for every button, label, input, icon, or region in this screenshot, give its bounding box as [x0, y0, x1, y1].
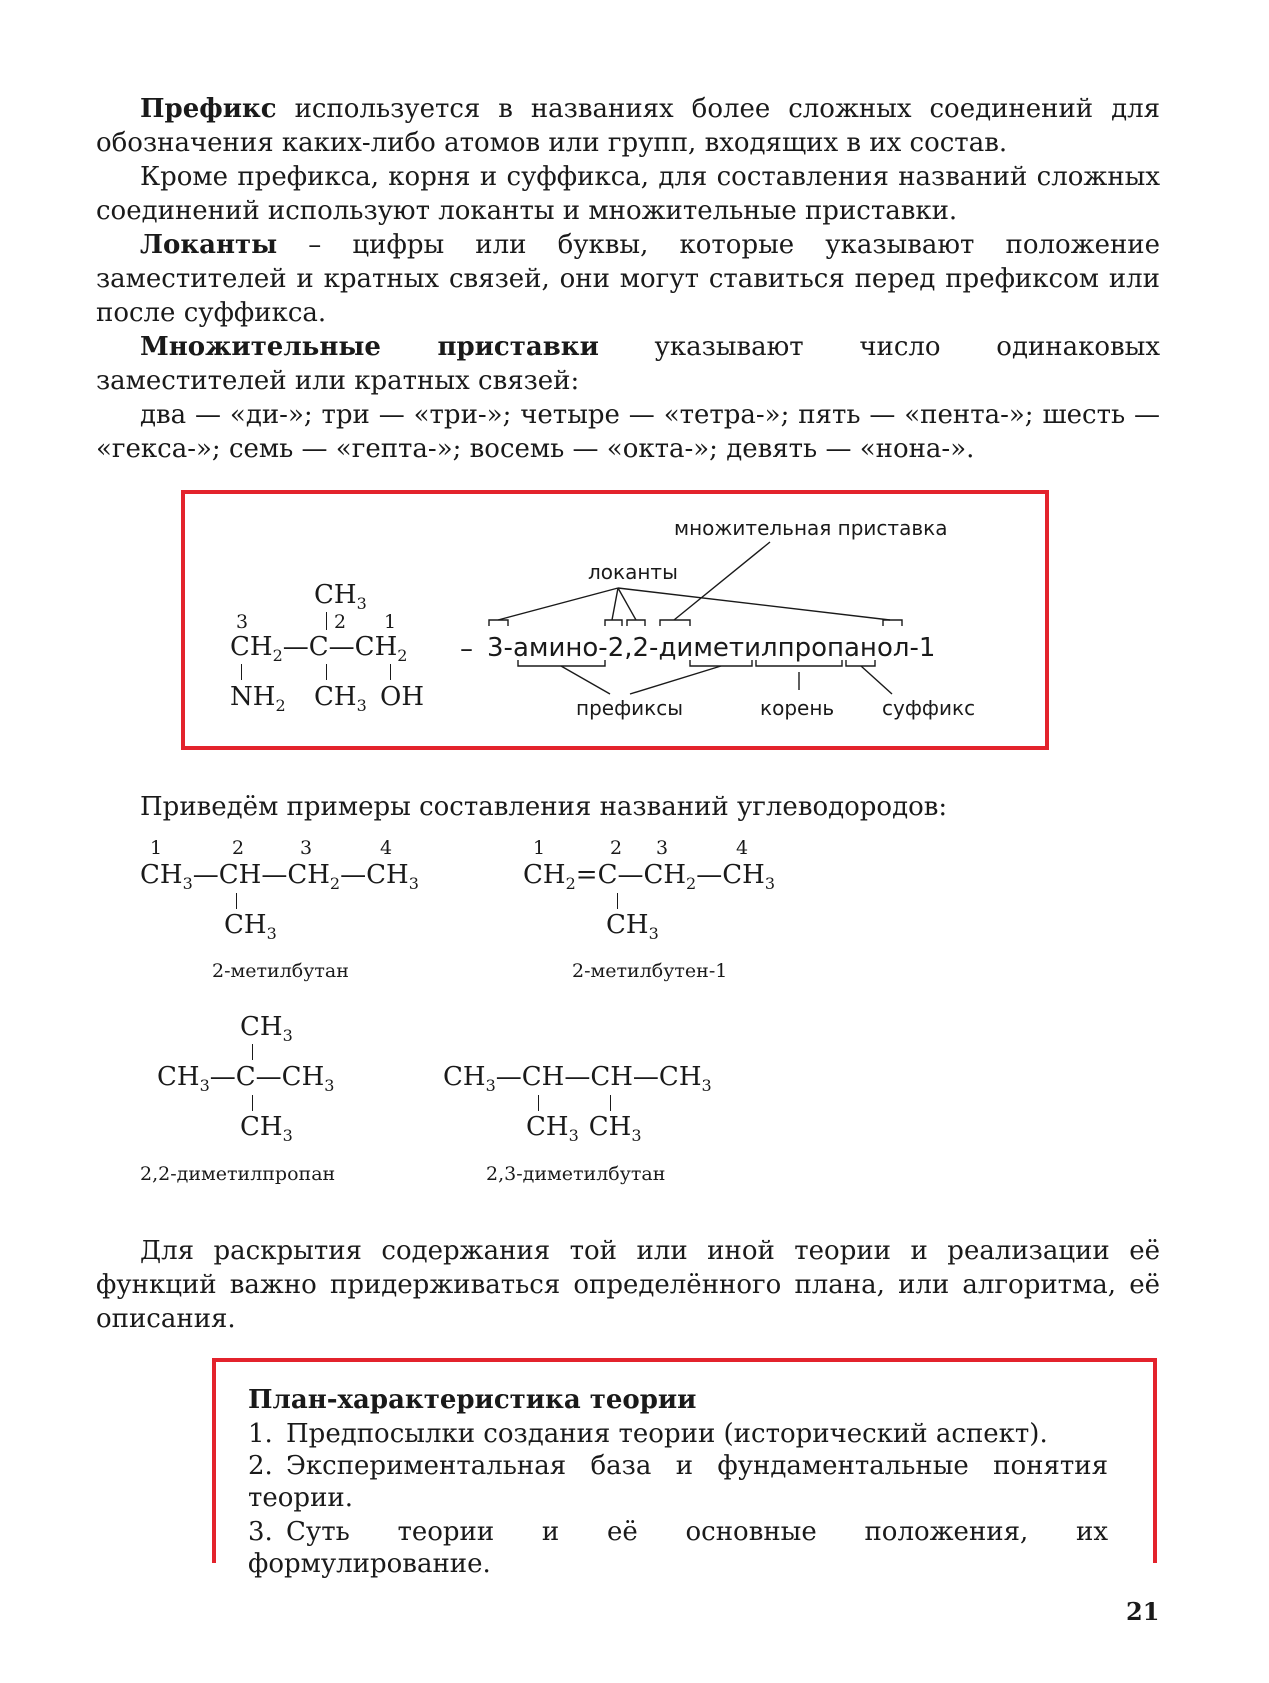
example2-name: 2-метилбутен-1	[572, 960, 728, 982]
paragraph-multiplier-list: два — «ди-»; три — «три-»; четыре — «тетра-»; пять — «пента-»; шесть — «гекса-»; семь — «гепта-»; восемь — «окта-»; девять — «нона-».	[96, 400, 1160, 464]
chain-c-center: C	[308, 632, 329, 662]
locant-number-3: 3	[236, 611, 249, 633]
label-multiplier-prefix: множительная приставка	[674, 516, 948, 540]
locant-number-1: 1	[384, 611, 397, 633]
example1-chain: $CH_3—CH—CH_2—CH_3$	[140, 860, 419, 893]
examples-intro: Приведём примеры составления названий углеводородов:	[140, 792, 948, 822]
paragraph-multipliers: Множительные приставки указывают число одинаковых заместителей или кратных связей:	[96, 332, 1161, 396]
label-root: корень	[760, 696, 835, 720]
name-part: метил	[693, 633, 778, 663]
plan-item: 3. Суть теории и её основные положения, их формулирование.	[248, 1517, 1108, 1579]
name-dash: –	[460, 634, 473, 664]
carbon-number: 3	[656, 837, 669, 859]
term-prefix: Префикс	[140, 94, 277, 124]
carbon-number: 1	[533, 837, 546, 859]
bond-vertical	[538, 1095, 539, 1111]
example1-name: 2-метилбутан	[212, 960, 349, 982]
chain-ch2-right: CH	[354, 632, 398, 662]
carbon-number: 1	[150, 837, 163, 859]
structure-bottom-ch3: $CH_3$	[314, 682, 367, 715]
name-part: 2	[632, 633, 650, 663]
bond-vertical	[236, 893, 237, 909]
example3-top: $CH_3$	[240, 1012, 293, 1045]
chain-ch2-left: CH	[230, 632, 273, 662]
paragraph-locants: Локанты – цифры или буквы, которые указывают положение заместителей и кратных связей, они могут ставиться перед префиксом или после суффикса.	[96, 230, 1160, 328]
locant-number-2: 2	[334, 611, 347, 633]
name-part: -	[909, 633, 919, 663]
example3-name: 2,2-диметилпропан	[140, 1163, 336, 1185]
bond-vertical	[326, 664, 327, 680]
name-part: 2	[607, 633, 625, 663]
paragraph-components: Кроме префикса, корня и суффикса, для составления названий сложных соединений используют локанты и множительные приставки.	[96, 162, 1160, 226]
term-multipliers: Множительные приставки	[140, 332, 599, 362]
structure-nh2: $NH_2$	[230, 682, 286, 715]
name-part: ди	[658, 633, 694, 663]
name-part: ,	[624, 633, 633, 663]
plan-item: 1. Предпосылки создания теории (исторический аспект).	[248, 1419, 1048, 1449]
example2-branch: $CH_3$	[606, 910, 659, 943]
label-prefixes: префиксы	[576, 696, 684, 720]
paragraph-prefix: Префикс используется в названиях более сложных соединений для обозначения каких-либо атомов или групп, входящих в их состав.	[96, 94, 1160, 158]
carbon-number: 4	[380, 837, 393, 859]
name-part: -	[598, 633, 608, 663]
name-part: -	[503, 633, 513, 663]
bond-vertical	[390, 664, 391, 680]
example3-bottom: $CH_3$	[240, 1112, 293, 1145]
name-part: амино	[512, 633, 599, 663]
bond-vertical	[326, 612, 327, 630]
structure-main-chain: $CH_2—C—CH_2$	[230, 632, 408, 665]
name-part: 1	[918, 633, 936, 663]
label-suffix: суффикс	[882, 696, 976, 720]
page-number: 21	[1126, 1597, 1160, 1626]
bond-vertical	[617, 893, 618, 909]
example1-branch: $CH_3$	[224, 910, 277, 943]
bond-vertical	[610, 1095, 611, 1111]
example4-branches: $CH_3$ $CH_3$	[526, 1112, 642, 1145]
name-part: пропан	[777, 633, 877, 663]
example2-chain: $CH_2=C—CH_2—CH_3$	[523, 860, 775, 893]
carbon-number: 2	[610, 837, 623, 859]
structure-top-ch3: $CH_3$	[314, 580, 367, 613]
name-part: 3	[487, 633, 504, 663]
systematic-name	[487, 633, 935, 663]
example4-chain: $CH_3—CH—CH—CH_3$	[443, 1062, 712, 1095]
paragraph-theory-algorithm: Для раскрытия содержания той или иной теории и реализации её функций важно придерживаться определённого плана, или алгоритма, её описания.	[96, 1236, 1160, 1334]
bond-vertical	[241, 664, 242, 680]
example3-chain: $CH_3—C—CH_3$	[157, 1062, 335, 1095]
structure-oh: OH	[380, 682, 424, 712]
plan-title: План-характеристика теории	[248, 1385, 697, 1415]
carbon-number: 2	[232, 837, 245, 859]
bond-vertical	[252, 1095, 253, 1111]
bond-vertical	[252, 1044, 253, 1060]
example4-name: 2,3-диметилбутан	[486, 1163, 666, 1185]
name-part: ол	[876, 633, 910, 663]
term-locants: Локанты	[140, 230, 278, 260]
label-locants: локанты	[588, 560, 678, 584]
carbon-number: 4	[736, 837, 749, 859]
carbon-number: 3	[300, 837, 313, 859]
plan-item: 2. Экспериментальная база и фундаментальные понятия теории.	[248, 1451, 1108, 1513]
name-part: -	[649, 633, 659, 663]
